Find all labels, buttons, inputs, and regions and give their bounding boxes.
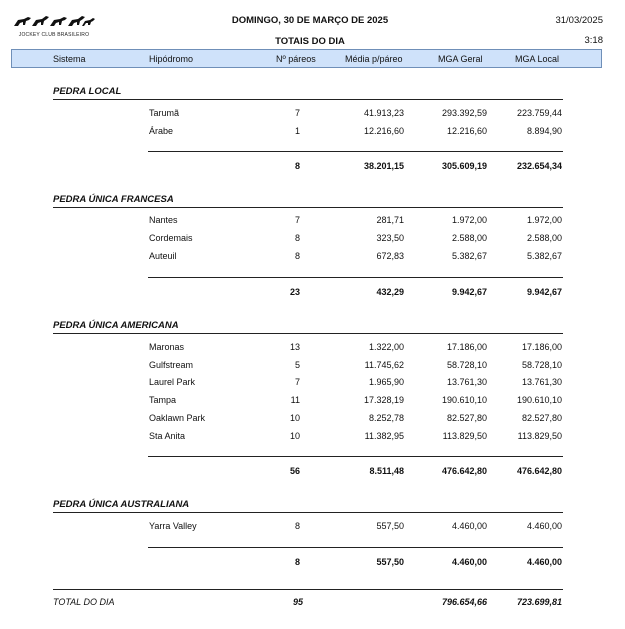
- cell-mga-geral: 293.392,59: [441, 108, 487, 118]
- cell-hipodromo: Tarumã: [149, 108, 180, 118]
- col-media: Média p/páreo: [345, 54, 403, 64]
- cell-pareos: 10: [289, 431, 300, 441]
- cell-hipodromo: Yarra Valley: [149, 521, 197, 531]
- cell-media: 1.322,00: [368, 342, 404, 352]
- cell-pareos: 8: [294, 251, 300, 261]
- subtotal-mga-local: 232.654,34: [516, 161, 562, 171]
- cell-media: 11.745,62: [364, 360, 404, 370]
- cell-pareos: 1: [294, 126, 300, 136]
- cell-mga-geral: 190.610,10: [441, 395, 487, 405]
- cell-mga-geral: 4.460,00: [451, 521, 487, 531]
- cell-media: 557,50: [376, 521, 404, 531]
- cell-mga-geral: 13.761,30: [446, 377, 487, 387]
- cell-mga-local: 13.761,30: [521, 377, 562, 387]
- grand-total-mga-local: 723.699,81: [516, 597, 562, 607]
- cell-mga-geral: 1.972,00: [451, 215, 487, 225]
- subtotal-divider: [148, 456, 563, 457]
- cell-pareos: 11: [290, 395, 300, 405]
- section-title: PEDRA ÚNICA FRANCESA: [53, 194, 174, 205]
- cell-hipodromo: Árabe: [149, 126, 174, 136]
- grand-total-pareos: 95: [292, 597, 303, 607]
- section-divider: [53, 333, 563, 334]
- cell-mga-geral: 82.527,80: [446, 413, 487, 423]
- section-title: PEDRA ÚNICA AUSTRALIANA: [53, 499, 190, 510]
- subtotal-divider: [148, 277, 563, 278]
- subtotal-media: 432,29: [376, 287, 404, 297]
- grand-total-label: TOTAL DO DIA: [53, 597, 115, 607]
- cell-mga-local: 8.894,90: [526, 126, 562, 136]
- subtotal-mga-geral: 9.942,67: [451, 287, 487, 297]
- section-divider: [53, 207, 563, 208]
- print-time: 3:18: [584, 35, 603, 46]
- cell-media: 323,50: [376, 233, 404, 243]
- horses-icon: [12, 14, 96, 30]
- cell-hipodromo: Nantes: [149, 215, 178, 225]
- subtotal-pareos: 8: [294, 161, 300, 171]
- grand-total-mga-geral: 796.654,66: [441, 597, 487, 607]
- subtotal-mga-geral: 476.642,80: [441, 466, 487, 476]
- subtotal-media: 8.511,48: [369, 466, 404, 476]
- subtotal-divider: [148, 547, 563, 548]
- col-hipodromo: Hipódromo: [149, 54, 194, 64]
- cell-mga-geral: 12.216,60: [446, 126, 487, 136]
- cell-mga-geral: 2.588,00: [451, 233, 487, 243]
- col-pareos: Nº páreos: [276, 54, 316, 64]
- cell-pareos: 5: [294, 360, 300, 370]
- cell-mga-local: 1.972,00: [526, 215, 562, 225]
- col-sistema: Sistema: [53, 54, 86, 64]
- cell-hipodromo: Sta Anita: [149, 431, 186, 441]
- cell-pareos: 8: [294, 233, 300, 243]
- cell-mga-geral: 113.829,50: [442, 431, 487, 441]
- subtotal-media: 38.201,15: [363, 161, 404, 171]
- cell-hipodromo: Cordemais: [149, 233, 193, 243]
- cell-mga-geral: 5.382,67: [451, 251, 487, 261]
- col-mga-geral: MGA Geral: [438, 54, 483, 64]
- cell-mga-local: 223.759,44: [516, 108, 562, 118]
- cell-mga-local: 4.460,00: [526, 521, 562, 531]
- cell-pareos: 7: [294, 108, 300, 118]
- cell-hipodromo: Laurel Park: [149, 377, 196, 387]
- cell-hipodromo: Gulfstream: [149, 360, 194, 370]
- cell-hipodromo: Tampa: [149, 395, 177, 405]
- cell-media: 672,83: [376, 251, 404, 261]
- subtotal-divider: [148, 151, 563, 152]
- cell-mga-local: 113.829,50: [517, 431, 562, 441]
- cell-pareos: 10: [289, 413, 300, 423]
- cell-mga-local: 58.728,10: [521, 360, 562, 370]
- cell-hipodromo: Auteuil: [149, 251, 177, 261]
- subtotal-mga-local: 9.942,67: [526, 287, 562, 297]
- subtotal-mga-geral: 305.609,19: [441, 161, 487, 171]
- cell-mga-local: 190.610,10: [516, 395, 562, 405]
- cell-hipodromo: Oaklawn Park: [149, 413, 206, 423]
- cell-pareos: 8: [294, 521, 300, 531]
- subtotal-mga-local: 4.460,00: [526, 557, 562, 567]
- cell-media: 11.382,95: [364, 431, 404, 441]
- cell-hipodromo: Maronas: [149, 342, 185, 352]
- grand-total-divider: [53, 589, 563, 590]
- subtotal-mga-local: 476.642,80: [516, 466, 562, 476]
- cell-media: 8.252,78: [368, 413, 404, 423]
- cell-pareos: 7: [294, 377, 300, 387]
- cell-mga-geral: 58.728,10: [446, 360, 487, 370]
- col-mga-local: MGA Local: [515, 54, 560, 64]
- cell-pareos: 13: [289, 342, 300, 352]
- cell-mga-geral: 17.186,00: [446, 342, 487, 352]
- cell-media: 281,71: [376, 215, 404, 225]
- section-divider: [53, 99, 563, 100]
- section-divider: [53, 512, 563, 513]
- cell-media: 12.216,60: [363, 126, 404, 136]
- cell-media: 17.328,19: [363, 395, 404, 405]
- subtotal-pareos: 23: [289, 287, 300, 297]
- jockey-club-logo: [12, 14, 96, 42]
- report-title: TOTAIS DO DIA: [275, 36, 345, 47]
- logo-text: JOCKEY CLUB BRASILEIRO: [18, 32, 90, 38]
- subtotal-mga-geral: 4.460,00: [451, 557, 487, 567]
- cell-media: 41.913,23: [363, 108, 404, 118]
- section-title: PEDRA LOCAL: [53, 86, 122, 97]
- column-header-bar: [11, 49, 602, 68]
- subtotal-media: 557,50: [376, 557, 404, 567]
- cell-mga-local: 5.382,67: [526, 251, 562, 261]
- cell-mga-local: 82.527,80: [521, 413, 562, 423]
- subtotal-pareos: 56: [289, 466, 300, 476]
- subtotal-pareos: 8: [294, 557, 300, 567]
- section-title: PEDRA ÚNICA AMERICANA: [53, 320, 179, 331]
- cell-mga-local: 2.588,00: [526, 233, 562, 243]
- cell-mga-local: 17.186,00: [521, 342, 562, 352]
- report-date: DOMINGO, 30 DE MARÇO DE 2025: [231, 15, 389, 26]
- cell-media: 1.965,90: [368, 377, 404, 387]
- print-date: 31/03/2025: [555, 15, 603, 26]
- cell-pareos: 7: [294, 215, 300, 225]
